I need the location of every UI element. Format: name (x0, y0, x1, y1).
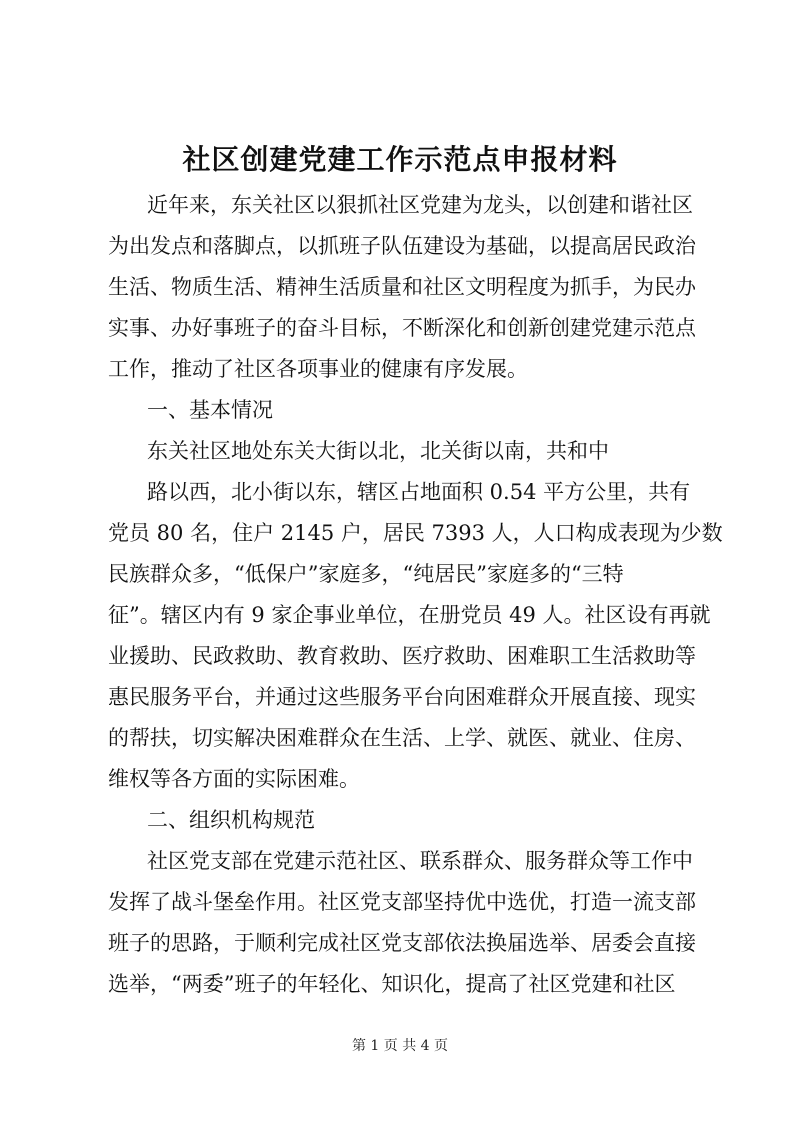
paragraph-line: 的帮扶，切实解决困难群众在生活、上学、就医、就业、住房、 (108, 726, 696, 750)
paragraph-line: 近年来，东关社区以狠抓社区党建为龙头，以创建和谐社区 (147, 193, 693, 217)
section-heading: 二、组织机构规范 (147, 808, 315, 832)
paragraph-line: 为出发点和落脚点，以抓班子队伍建设为基础，以提高居民政治 (108, 234, 696, 258)
paragraph-line: 工作，推动了社区各项事业的健康有序发展。 (108, 357, 528, 381)
paragraph-line: 班子的思路，于顺利完成社区党支部依法换届选举、居委会直接 (108, 931, 696, 955)
paragraph-line: 维权等各方面的实际困难。 (108, 767, 360, 791)
paragraph-line: 东关社区地处东关大街以北，北关街以南，共和中 (147, 439, 609, 463)
page-footer: 第 1 页 共 4 页 (351, 1038, 449, 1054)
paragraph-line: 社区党支部在党建示范社区、联系群众、服务群众等工作中 (147, 849, 693, 873)
paragraph-line: 实事、办好事班子的奋斗目标，不断深化和创新创建党建示范点 (108, 316, 696, 340)
document-title: 社区创建党建工作示范点申报材料 (182, 143, 618, 176)
paragraph-line: 业援助、民政救助、教育救助、医疗救助、困难职工生活救助等 (108, 644, 696, 668)
paragraph-line: 路以西，北小街以东，辖区占地面积 0.54 平方公里，共有 (147, 480, 691, 504)
paragraph-line: 生活、物质生活、精神生活质量和社区文明程度为抓手，为民办 (108, 275, 696, 299)
paragraph-line: 惠民服务平台，并通过这些服务平台向困难群众开展直接、现实 (108, 685, 696, 709)
paragraph-line: 党员 80 名，住户 2145 户，居民 7393 人，人口构成表现为少数 (108, 521, 723, 545)
paragraph-line: 征”。辖区内有 9 家企事业单位，在册党员 49 人。社区设有再就 (108, 603, 711, 627)
paragraph-line: 发挥了战斗堡垒作用。社区党支部坚持优中选优，打造一流支部 (108, 890, 696, 914)
paragraph-line: 民族群众多，“低保户”家庭多，“纯居民”家庭多的“三特 (108, 562, 624, 586)
paragraph-line: 选举，“两委”班子的年轻化、知识化，提高了社区党建和社区 (108, 972, 676, 996)
section-heading: 一、基本情况 (147, 398, 273, 422)
